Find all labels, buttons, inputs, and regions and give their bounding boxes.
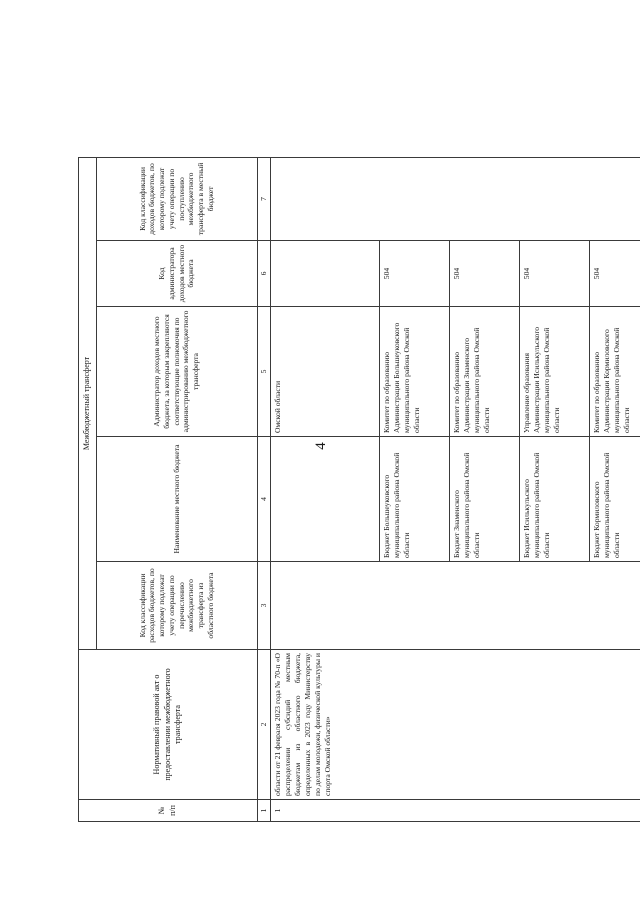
column-number-7: 7	[257, 157, 270, 240]
budget-name-top	[270, 437, 379, 562]
column-number-4: 4	[257, 437, 270, 562]
administrator-code-top	[270, 241, 379, 307]
administrator-code: 504	[379, 241, 449, 307]
table-header-budget-name: Наименование местного бюджета	[96, 437, 257, 562]
column-number-2: 2	[257, 650, 270, 800]
budget-name: Бюджет Кормиловского муниципального района Омской области	[589, 437, 640, 562]
entry-act-text: области от 21 февраля 2023 года № 70-п «О распределении субсидий местным бюджетам из областного бюджета, определенных в 2023 году Министерству по делам молодежи, физической культуры и спорта Омской области»	[270, 650, 640, 800]
budget-name: Бюджет Большеуковского муниципального района Омской области	[379, 437, 449, 562]
administrator-top: Омской области	[270, 307, 379, 437]
administrator-code: 504	[519, 241, 589, 307]
budget-name: Бюджет Знаменского муниципального района Омской области	[449, 437, 519, 562]
column-number-5: 5	[257, 307, 270, 437]
entry-expense-code	[270, 562, 640, 650]
rotated-table-sheet	[78, 42, 631, 822]
table-header-number: № п/п	[79, 800, 258, 822]
income-code-cell	[270, 157, 640, 240]
administrator-name: Комитет по образованию Администрации Кормиловского муниципального района Омской области	[589, 307, 640, 437]
administrator-code: 504	[589, 241, 640, 307]
column-number-3: 3	[257, 562, 270, 650]
administrator-name: Управление образования Администрации Исилькульского муниципального района Омской области	[519, 307, 589, 437]
table-caption: Межбюджетный трансферт	[79, 157, 97, 649]
budget-name: Бюджет Исилькульского муниципального района Омской области	[519, 437, 589, 562]
page-number: 4	[313, 442, 329, 450]
column-number-6: 6	[257, 241, 270, 307]
table-header-administrator: Администратор доходов местного бюджета, за которым закрепляются соответствующие полномочия по администрированию межбюджетного трансферта	[96, 307, 257, 437]
administrator-name: Комитет по образованию Администрации Знаменского муниципального района Омской области	[449, 307, 519, 437]
column-number-1: 1	[257, 800, 270, 822]
interbudget-transfer-table	[78, 41, 640, 822]
table-header-administrator-code: Код администратора доходов местного бюджета	[96, 241, 257, 307]
table-header-expense-code: Код классификации расходов бюджетов, по которому подлежат учету операции по перечислению межбюджетного трансферта из областного бюджета	[96, 562, 257, 650]
entry-number: 1	[270, 800, 640, 822]
table-header-act: Нормативный правовой акт о предоставлении межбюджетного трансферта	[79, 650, 258, 800]
administrator-code: 504	[449, 241, 519, 307]
empty-caption-cell	[79, 41, 380, 157]
administrator-name: Комитет по образованию Администрации Большеуковского муниципального района Омской области	[379, 307, 449, 437]
table-header-income-code: Код классификации доходов бюджетов, по которому подлежат учету операции по поступлению межбюджетного трансферта в местный бюджет	[96, 157, 257, 240]
